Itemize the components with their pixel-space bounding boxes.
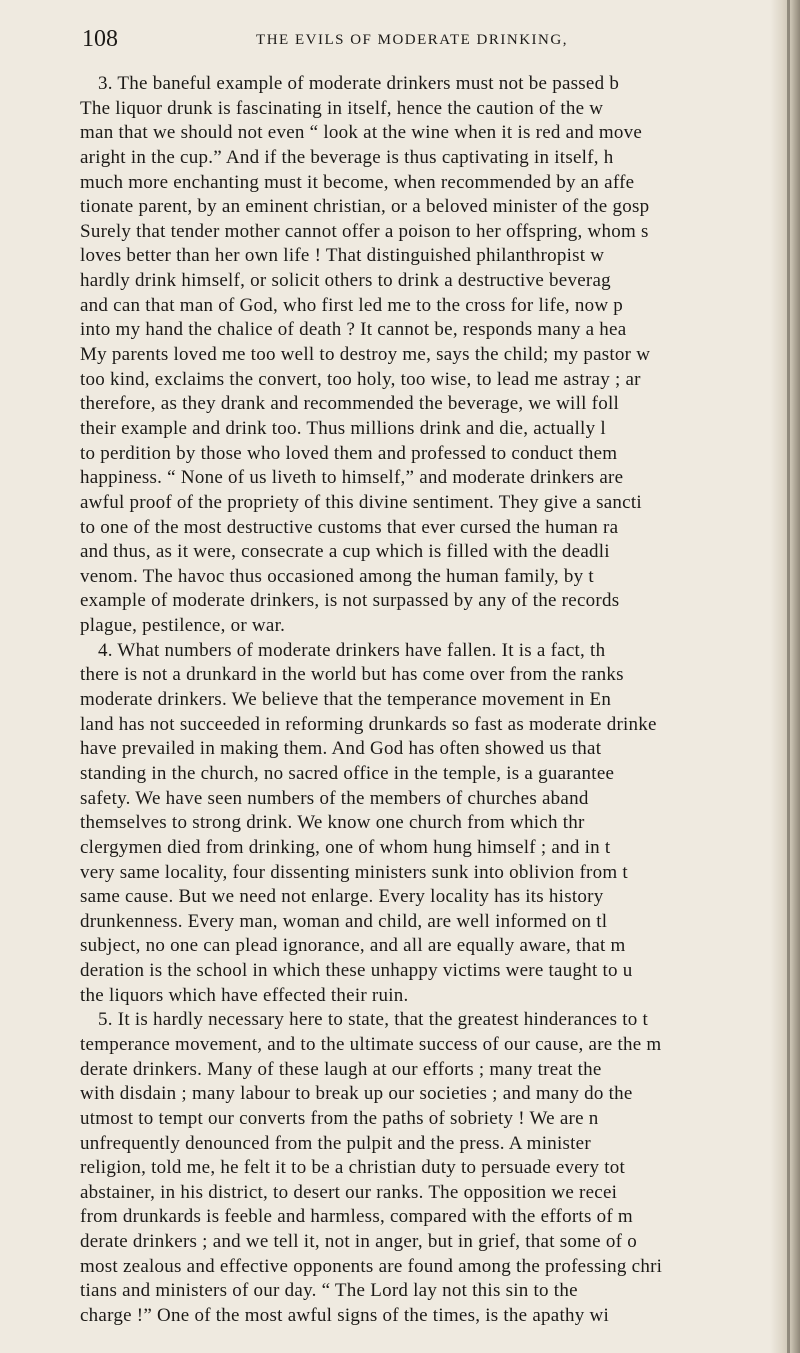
text-line: much more enchanting must it become, when recommended by an affe [80,171,635,193]
text-line: the liquors which have effected their ruin. [80,984,409,1006]
text-line: tionate parent, by an eminent christian, or a beloved minister of the gosp [80,196,650,218]
text-line: 5. It is hardly necessary here to state, that the greatest hinderances to t [98,1009,649,1031]
text-line: tians and ministers of our day. “ The Lord lay not this sin to the [80,1280,578,1302]
text-line: have prevailed in making them. And God has often showed us that [80,738,602,760]
text-line: derate drinkers. Many of these laugh at our efforts ; many treat the [80,1058,602,1080]
text-line: to perdition by those who loved them and professed to conduct them [80,442,618,464]
text-line: from drunkards is feeble and harmless, compared with the efforts of m [80,1206,633,1228]
text-line: and can that man of God, who first led me to the cross for life, now p [80,294,624,316]
text-line: unfrequently denounced from the pulpit and the press. A minister [80,1132,591,1154]
text-line: My parents loved me too well to destroy me, says the child; my pastor w [80,344,651,366]
text-line: standing in the church, no sacred office in the temple, is a guarantee [80,762,615,784]
page-number: 108 [82,26,118,52]
text-line: with disdain ; many labour to break up our societies ; and many do the [80,1083,633,1105]
text-line: and thus, as it were, consecrate a cup which is filled with the deadli [80,541,610,563]
text-line: their example and drink too. Thus millions drink and die, actually l [80,417,606,439]
text-line: drunkenness. Every man, woman and child, are well informed on tl [80,910,608,932]
page-header [82,26,742,56]
text-line: there is not a drunkard in the world but has come over from the ranks [80,664,624,686]
text-line: utmost to tempt our converts from the paths of sobriety ! We are n [80,1107,599,1129]
text-line: 3. The baneful example of moderate drinkers must not be passed b [98,73,620,94]
page-edge-shadow [770,0,800,1353]
text-line: clergymen died from drinking, one of whom hung himself ; and in t [80,836,611,858]
text-line: man that we should not even “ look at the wine when it is red and move [80,122,643,144]
running-title: THE EVILS OF MODERATE DRINKING, [256,32,568,48]
text-line: most zealous and effective opponents are found among the professing chri [80,1255,663,1277]
text-line: example of moderate drinkers, is not surpassed by any of the records [80,590,620,612]
text-line: safety. We have seen numbers of the members of churches aband [80,787,589,809]
text-line: same cause. But we need not enlarge. Every locality has its history [80,886,604,908]
text-line: The liquor drunk is fascinating in itself, hence the caution of the w [80,97,604,119]
text-line: 4. What numbers of moderate drinkers have fallen. It is a fact, th [98,639,606,661]
text-line: plague, pestilence, or war. [80,615,286,637]
text-line: moderate drinkers. We believe that the temperance movement in En [80,689,612,711]
text-line: charge !” One of the most awful signs of the times, is the apathy wi [80,1305,609,1327]
text-line: very same locality, four dissenting ministers sunk into oblivion from t [80,861,628,883]
text-line: religion, told me, he felt it to be a christian duty to persuade every tot [80,1157,626,1179]
text-line: temperance movement, and to the ultimate success of our cause, are the m [80,1033,662,1055]
text-line: loves better than her own life ! That distinguished philanthropist w [80,245,605,267]
text-line: therefore, as they drank and recommended the beverage, we will foll [80,393,620,415]
page-edge-line [787,0,790,1353]
text-line: venom. The havoc thus occasioned among the human family, by t [80,565,594,587]
text-line: too kind, exclaims the convert, too holy, too wise, to lead me astray ; ar [80,368,641,390]
text-line: Surely that tender mother cannot offer a poison to her offspring, whom s [80,220,649,242]
text-line: themselves to strong drink. We know one church from which thr [80,812,585,834]
text-line: deration is the school in which these unhappy victims were taught to u [80,960,633,982]
text-line: to one of the most destructive customs that ever cursed the human ra [80,516,619,538]
body-text [80,72,760,1329]
text-line: aright in the cup.” And if the beverage is thus captivating in itself, h [80,146,614,168]
text-line: into my hand the chalice of death ? It cannot be, responds many a hea [80,319,627,341]
text-line: hardly drink himself, or solicit others to drink a destructive beverag [80,270,611,292]
text-line: subject, no one can plead ignorance, and all are equally aware, that m [80,935,626,957]
text-line: awful proof of the propriety of this divine sentiment. They give a sancti [80,491,642,513]
text-line: land has not succeeded in reforming drunkards so fast as moderate drinke [80,713,657,735]
text-line: derate drinkers ; and we tell it, not in anger, but in grief, that some of o [80,1231,637,1253]
text-line: abstainer, in his district, to desert our ranks. The opposition we recei [80,1181,618,1203]
text-line: happiness. “ None of us liveth to himself,” and moderate drinkers are [80,467,624,489]
